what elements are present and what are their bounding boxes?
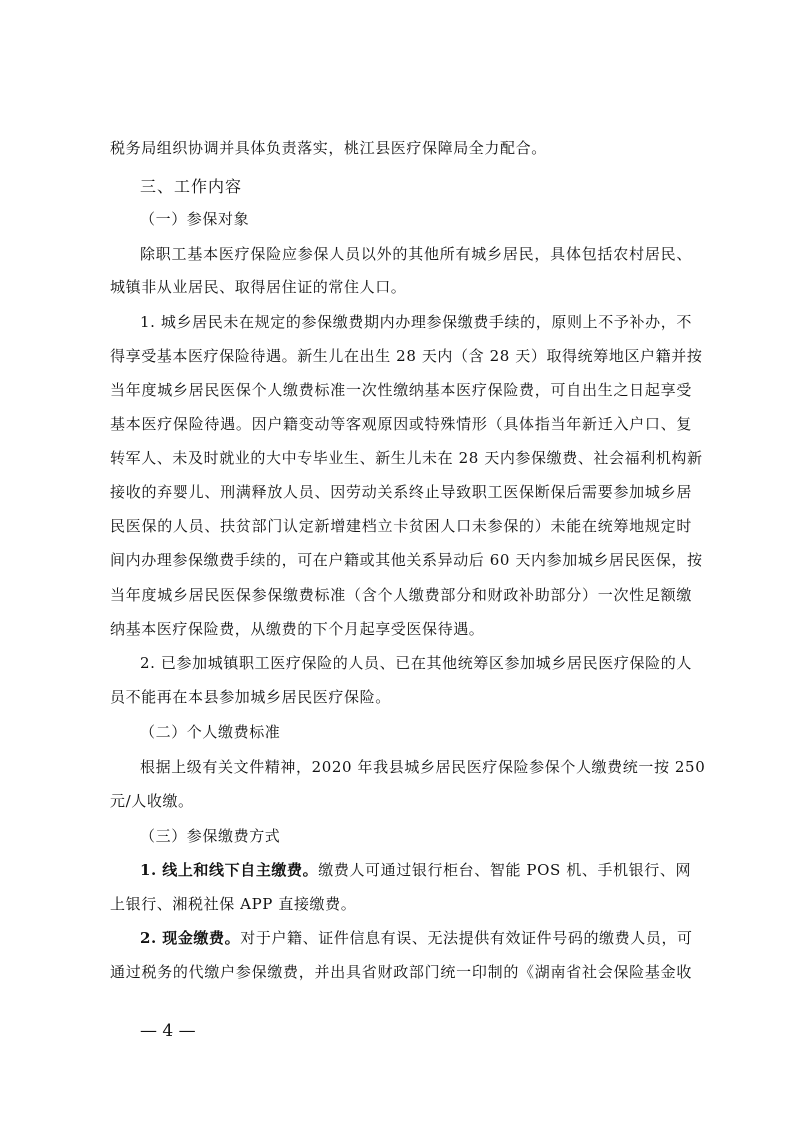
paragraph-line: 税务局组织协调并具体负责落实，桃江县医疗保障局全力配合。 (110, 139, 547, 157)
list-marker: 2. (140, 929, 157, 947)
paragraph-line: 上银行、湘税社保 APP 直接缴费。 (110, 895, 357, 913)
bold-lead: 现金缴费。 (162, 929, 241, 947)
paragraph-line: 2. 已参加城镇职工医疗保险的人员、已在其他统筹区参加城乡居民医疗保险的人 (140, 654, 692, 672)
paragraph-line: 间内办理参保缴费手续的，可在户籍或其他关系异动后 60 天内参加城乡居民医保，按 (110, 551, 703, 569)
paragraph-line: 接收的弃婴儿、刑满释放人员、因劳动关系终止导致职工医保断保后需要参加城乡居 (110, 483, 692, 501)
paragraph-line: 员不能再在本县参加城乡居民医疗保险。 (110, 688, 391, 706)
paragraph-line: 民医保的人员、扶贫部门认定新增建档立卡贫困人口未参保的）未能在统筹地规定时 (110, 517, 692, 535)
page-number: — 4 — (140, 1021, 196, 1041)
paragraph-line (140, 928, 692, 948)
paragraph-line: 基本医疗保险待遇。因户籍变动等客观原因或特殊情形（具体指当年新迁入户口、复 (110, 415, 692, 433)
paragraph-line: 根据上级有关文件精神，2020 年我县城乡居民医疗保险参保个人缴费统一按 250 (140, 758, 706, 776)
section-heading: 三、工作内容 (140, 177, 243, 196)
paragraph-line: 纳基本医疗保险费，从缴费的下个月起享受医保待遇。 (110, 620, 485, 638)
paragraph-line: 当年度城乡居民医保参保缴费标准（含个人缴费部分和财政补助部分）一次性足额缴 (110, 586, 692, 604)
paragraph-line: 城镇非从业居民、取得居住证的常住人口。 (110, 278, 407, 296)
subsection-heading: （三）参保缴费方式 (140, 827, 281, 845)
paragraph-line (140, 860, 692, 880)
paragraph-line: 得享受基本医疗保险待遇。新生儿在出生 28 天内（含 28 天）取得统筹地区户籍并按 (110, 347, 703, 365)
paragraph-line: 元/人收缴。 (110, 792, 194, 810)
paragraph-line: 当年度城乡居民医保个人缴费标准一次性缴纳基本医疗保险费，可自出生之日起享受 (110, 381, 692, 399)
paragraph-line: 转军人、未及时就业的大中专毕业生、新生儿未在 28 天内参保缴费、社会福利机构新 (110, 449, 703, 467)
subsection-heading: （二）个人缴费标准 (140, 723, 281, 741)
paragraph-line: 通过税务的代缴户参保缴费，并出具省财政部门统一印制的《湖南省社会保险基金收 (110, 963, 692, 981)
subsection-heading: （一）参保对象 (140, 210, 250, 228)
list-marker: 1. (140, 861, 157, 879)
paragraph-line: 除职工基本医疗保险应参保人员以外的其他所有城乡居民，具体包括农村居民、 (140, 245, 692, 263)
bold-lead: 线上和线下自主缴费。 (162, 861, 319, 879)
paragraph-text: 对于户籍、证件信息有误、无法提供有效证件号码的缴费人员，可 (240, 929, 693, 947)
paragraph-text: 缴费人可通过银行柜台、智能 POS 机、手机银行、网 (318, 861, 692, 879)
paragraph-line: 1. 城乡居民未在规定的参保缴费期内办理参保缴费手续的，原则上不予补办，不 (140, 313, 692, 331)
